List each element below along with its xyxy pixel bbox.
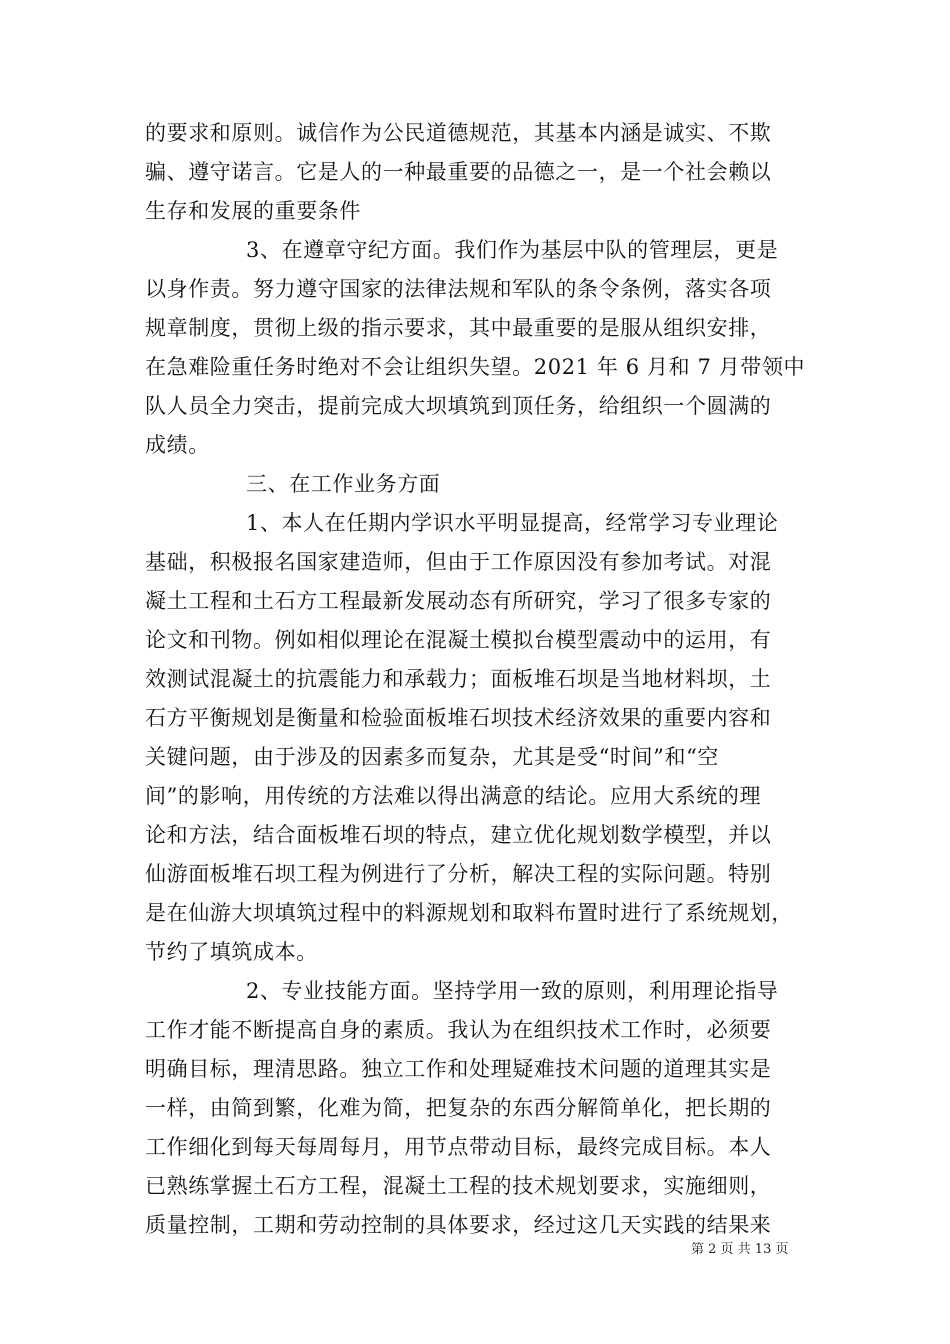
text-line: 基础，积极报名国家建造师，但由于工作原因没有参加考试。对混 <box>145 550 772 574</box>
text-line: 质量控制，工期和劳动控制的具体要求，经过这几天实践的结果来 <box>145 1213 772 1237</box>
text-line: 规章制度，贯彻上级的指示要求，其中最重要的是服从组织安排， <box>145 316 772 340</box>
text-line: 工作才能不断提高自身的素质。我认为在组织技术工作时，必须要 <box>145 1018 772 1042</box>
text-line: 是在仙游大坝填筑过程中的料源规划和取料布置时进行了系统规划， <box>145 901 793 925</box>
text-line: 的要求和原则。诚信作为公民道德规范，其基本内涵是诚实、不欺 <box>145 121 772 145</box>
text-line-indented: 2、专业技能方面。坚持学用一致的原则，利用理论指导 <box>246 979 779 1003</box>
text-line-indented: 3、在遵章守纪方面。我们作为基层中队的管理层，更是 <box>246 238 779 262</box>
text-line-indented: 1、本人在任期内学识水平明显提高，经常学习专业理论 <box>246 511 779 535</box>
text-line: 以身作责。努力遵守国家的法律法规和军队的条令条例，落实各项 <box>145 277 772 301</box>
text-line: 在急难险重任务时绝对不会让组织失望。2021 年 6 月和 7 月带领中 <box>145 355 806 379</box>
text-line: 工作细化到每天每周每月，用节点带动目标，最终完成目标。本人 <box>145 1135 772 1159</box>
text-line: 凝土工程和土石方工程最新发展动态有所研究，学习了很多专家的 <box>145 589 772 613</box>
text-line: 骗、遵守诺言。它是人的一种最重要的品德之一，是一个社会赖以 <box>145 160 772 184</box>
text-line: 成绩。 <box>145 433 210 457</box>
text-line: 效测试混凝土的抗震能力和承载力；面板堆石坝是当地材料坝，土 <box>145 667 772 691</box>
text-line: 石方平衡规划是衡量和检验面板堆石坝技术经济效果的重要内容和 <box>145 706 772 730</box>
text-line: 明确目标，理清思路。独立工作和处理疑难技术问题的道理其实是 <box>145 1057 772 1081</box>
text-line: 已熟练掌握土石方工程，混凝土工程的技术规划要求，实施细则， <box>145 1174 772 1198</box>
text-line: 队人员全力突击，提前完成大坝填筑到顶任务，给组织一个圆满的 <box>145 394 772 418</box>
text-line: 仙游面板堆石坝工程为例进行了分析，解决工程的实际问题。特别 <box>145 862 772 886</box>
text-line: 一样，由简到繁，化难为简，把复杂的东西分解简单化，把长期的 <box>145 1096 772 1120</box>
section-heading: 三、在工作业务方面 <box>246 472 441 496</box>
text-line: 论文和刊物。例如相似理论在混凝土模拟台模型震动中的运用，有 <box>145 628 772 652</box>
page-number: 第 2 页 共 13 页 <box>691 1242 789 1257</box>
text-line: 论和方法，结合面板堆石坝的特点，建立优化规划数学模型，并以 <box>145 823 772 847</box>
text-line: 节约了填筑成本。 <box>145 940 318 964</box>
text-line: 间”的影响，用传统的方法难以得出满意的结论。应用大系统的理 <box>145 784 762 808</box>
text-line: 生存和发展的重要条件 <box>145 199 361 223</box>
text-line: 关键问题，由于涉及的因素多而复杂，尤其是受“时间”和“空 <box>145 745 720 769</box>
